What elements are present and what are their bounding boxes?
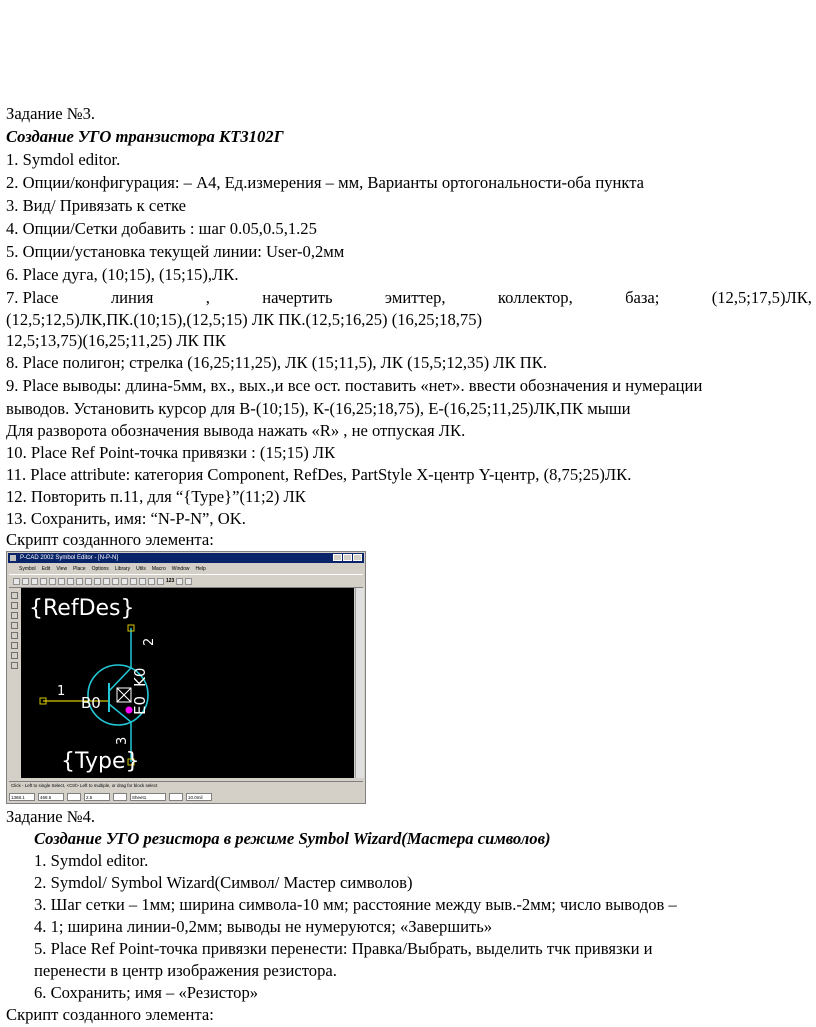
line-width-field[interactable]: 10.0mil — [186, 793, 212, 801]
maximize-icon — [343, 554, 352, 561]
polygon-tool-icon — [11, 632, 18, 639]
pin-base-number: 1 — [57, 684, 66, 699]
layer-button[interactable] — [169, 793, 183, 801]
task3-heading: Задание №3. — [6, 104, 96, 123]
refpoint-tool-icon — [11, 662, 18, 669]
menu-item: Utils — [136, 565, 146, 572]
task3-step: 11. Place attribute: категория Component, RefDes, PartStyle X-центр Y-центр, (8,75;25)ЛК. — [6, 465, 632, 484]
task3-step: 4. Опции/Сетки добавить : шаг 0.05,0.5,1.25 — [6, 219, 317, 238]
toolbar-icon — [185, 578, 192, 585]
pin-collector-number: 2 — [142, 637, 157, 646]
grid-select[interactable]: 2.5 — [84, 793, 110, 801]
grid-button[interactable] — [113, 793, 127, 801]
toolbar-icon — [103, 578, 110, 585]
pin-emitter-number: 3 — [115, 736, 130, 745]
pin-collector-name: K0 — [131, 667, 149, 687]
step7-word: коллектор, — [497, 288, 573, 307]
menu-item: View — [56, 565, 68, 572]
app-icon — [10, 555, 16, 561]
task3-step7-line3: 12,5;13,75)(16,25;11,25) ЛК ПК — [6, 331, 226, 350]
placement-toolbar — [9, 588, 19, 773]
toolbar-icon — [58, 578, 65, 585]
toolbar — [9, 574, 363, 588]
toolbar-icon — [176, 578, 183, 585]
toolbar-icon — [31, 578, 38, 585]
line-tool-icon — [11, 602, 18, 609]
symbol-canvas — [21, 588, 354, 778]
task4-step: 6. Сохранить; имя – «Резистор» — [34, 983, 259, 1002]
menu-item: Window — [171, 565, 190, 572]
step7-word: эмиттер, — [384, 288, 446, 307]
task4-heading: Задание №4. — [6, 807, 96, 826]
step7-word: 7. Place — [6, 288, 59, 307]
toolbar-icon — [40, 578, 47, 585]
x-coordinate-field: 1368.1 — [9, 793, 35, 801]
task3-step7-line1 — [6, 288, 812, 308]
y-coordinate-field: 468.5 — [38, 793, 64, 801]
attribute-tool-icon — [11, 652, 18, 659]
window-buttons — [333, 554, 362, 561]
task4-step: 5. Place Ref Point-точка привязки перенести: Правка/Выбрать, выделить тчк привязки и — [34, 939, 653, 958]
toolbar-icon — [148, 578, 155, 585]
sheet-select[interactable]: Sheet1 — [130, 793, 166, 801]
toolbar-icon — [121, 578, 128, 585]
task4-script-label: Скрипт созданного элемента: — [6, 1005, 214, 1024]
task3-step: 12. Повторить п.11, для “{Type}”(11;2) ЛК — [6, 487, 306, 506]
task3-step9-line2: выводов. Установить курсор для В-(10;15), К-(16,25;18,75), Е-(16,25;11,25)ЛК,ПК мыши — [6, 399, 631, 418]
step7-word: , — [205, 288, 210, 307]
task3-step8: 8. Place полигон; стрелка (16,25;11,25), ЛК (15;11,5), ЛК (15,5;12,35) ЛК ПК. — [6, 353, 547, 372]
task3-step: 6. Place дуга, (10;15), (15;15),ЛК. — [6, 265, 239, 284]
arc-tool-icon — [11, 612, 18, 619]
pcad-screenshot — [6, 551, 366, 804]
pin-base-name: B0 — [81, 694, 101, 712]
task3-step: 1. Symdol editor. — [6, 150, 121, 169]
task3-script-label: Скрипт созданного элемента: — [6, 530, 214, 549]
close-icon — [353, 554, 362, 561]
coordinate-bar — [9, 791, 363, 802]
toolbar-icon — [139, 578, 146, 585]
toolbar-number: 123 — [166, 578, 175, 584]
step7-word: линия — [110, 288, 154, 307]
menu-bar — [9, 564, 363, 573]
vertical-scrollbar[interactable] — [355, 588, 364, 778]
menu-item: Library — [114, 565, 131, 572]
task4-step: 1. Symdol editor. — [34, 851, 149, 870]
pin-emitter-name: E0 — [131, 695, 149, 715]
toolbar-icon — [112, 578, 119, 585]
refdes-attribute: {RefDes} — [29, 596, 135, 621]
menu-item: Edit — [41, 565, 51, 572]
transistor-symbol — [21, 588, 354, 778]
toolbar-icon — [94, 578, 101, 585]
task3-step: 3. Вид/ Привязать к сетке — [6, 196, 187, 215]
step7-word: база; — [625, 288, 660, 307]
task3-step: 5. Опции/установка текущей линии: User-0,2мм — [6, 242, 345, 261]
select-tool-icon — [11, 592, 18, 599]
pin-tool-icon — [11, 622, 18, 629]
toolbar-icon — [49, 578, 56, 585]
absolute-toggle[interactable] — [67, 793, 81, 801]
toolbar-icon — [13, 578, 20, 585]
task4-step: 2. Symdol/ Symbol Wizard(Символ/ Мастер символов) — [34, 873, 413, 892]
task4-step: 4. 1; ширина линии-0,2мм; выводы не нумеруются; «Завершить» — [34, 917, 493, 936]
type-attribute: {Type} — [61, 749, 140, 774]
toolbar-icon — [85, 578, 92, 585]
task4-step: 3. Шаг сетки – 1мм; ширина символа-10 мм; расстояние между выв.-2мм; число выводов – — [34, 895, 677, 914]
menu-item: Help — [195, 565, 206, 572]
window-titlebar — [8, 553, 364, 563]
task4-title: Создание УГО резистора в режиме Symbol Wizard(Мастера символов) — [34, 829, 551, 848]
task3-step9-line1: 9. Place выводы: длина-5мм, вх., вых.,и все ост. поставить «нет». ввести обозначения и нумерации — [6, 376, 703, 395]
task3-step7-line2: (12,5;12,5)ЛК,ПК.(10;15),(12,5;15) ЛК ПК.(12,5;16,25) (16,25;18,75) — [6, 310, 483, 329]
toolbar-icon — [157, 578, 164, 585]
menu-item: Macro — [151, 565, 166, 572]
status-bar: Click - Left to single Select, <Ctrl> Left to multiple, or drag for block select — [9, 781, 363, 790]
text-tool-icon — [11, 642, 18, 649]
step7-word: начертить — [262, 288, 333, 307]
task3-step: 10. Place Ref Point-точка привязки : (15;15) ЛК — [6, 443, 336, 462]
task3-step: 2. Опции/конфигурация: – А4, Ед.измерения – мм, Варианты ортогональности-оба пункта — [6, 173, 645, 192]
menu-item: Place — [73, 565, 86, 572]
minimize-icon — [333, 554, 342, 561]
menu-item: Options — [91, 565, 109, 572]
toolbar-icon — [22, 578, 29, 585]
task4-step: перенести в центр изображения резистора. — [34, 961, 337, 980]
window-title: P-CAD 2002 Symbol Editor - [N-P-N] — [20, 555, 119, 561]
task3-step: 13. Сохранить, имя: “N-P-N”, OK. — [6, 509, 246, 528]
toolbar-icon — [130, 578, 137, 585]
toolbar-icon — [67, 578, 74, 585]
step7-word: (12,5;17,5)ЛК, — [711, 288, 812, 307]
menu-item: Symbol — [19, 565, 36, 572]
toolbar-icon — [76, 578, 83, 585]
task3-step9-line3: Для разворота обозначения вывода нажать «R» , не отпуская ЛК. — [6, 421, 466, 440]
task3-title: Создание УГО транзистора КТ3102Г — [6, 127, 284, 146]
